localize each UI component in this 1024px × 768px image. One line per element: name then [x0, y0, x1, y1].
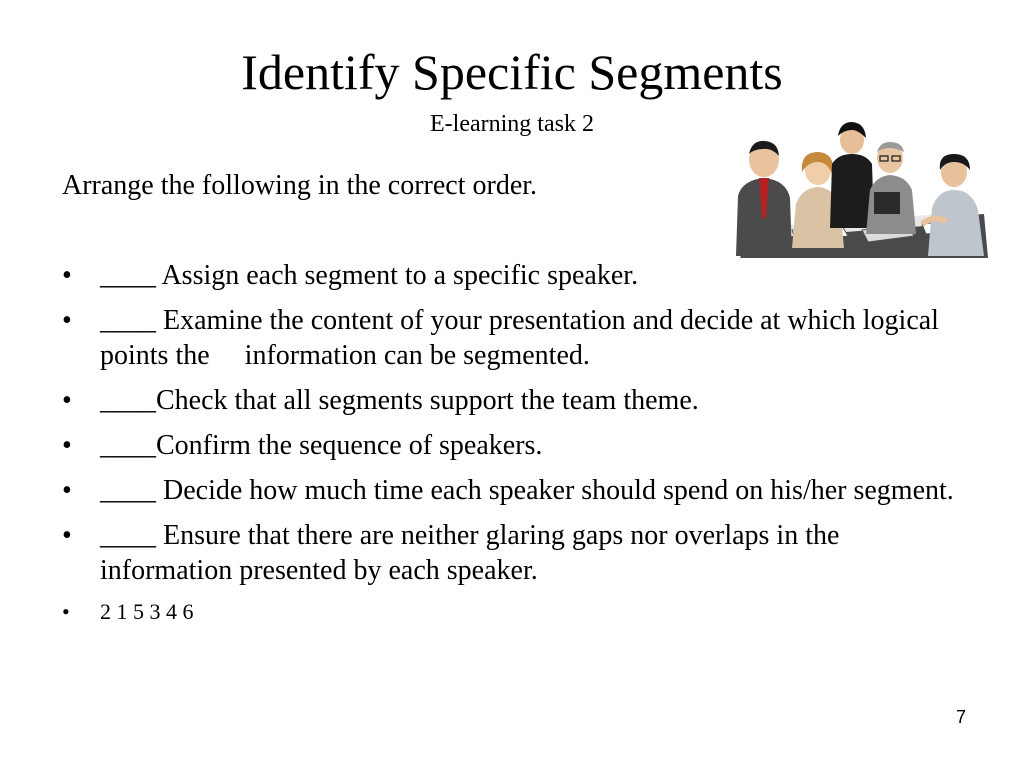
list-item: • ____ Decide how much time each speaker should spend on his/her segment. — [62, 473, 962, 508]
list-item: • ____Check that all segments support the team theme. — [62, 383, 962, 418]
task-list — [62, 258, 962, 636]
slide-number: 7 — [955, 707, 966, 727]
list-item: • ____Confirm the sequence of speakers. — [62, 428, 962, 463]
list-item: • ____ Examine the content of your presentation and decide at which logical points the information can be segmented. — [62, 303, 962, 373]
list-item: • ____ Assign each segment to a specific speaker. — [62, 258, 962, 293]
answer-item: • 2 1 5 3 4 6 — [62, 598, 962, 626]
business-meeting-clipart — [732, 118, 988, 258]
instruction-text: Arrange the following in the correct order. — [62, 170, 538, 201]
slide-title: Identify Specific Segments — [241, 44, 783, 100]
slide-subtitle: E-learning task 2 — [430, 111, 594, 137]
list-item: • ____ Ensure that there are neither glaring gaps nor overlaps in the information presented by each speaker. — [62, 518, 962, 588]
